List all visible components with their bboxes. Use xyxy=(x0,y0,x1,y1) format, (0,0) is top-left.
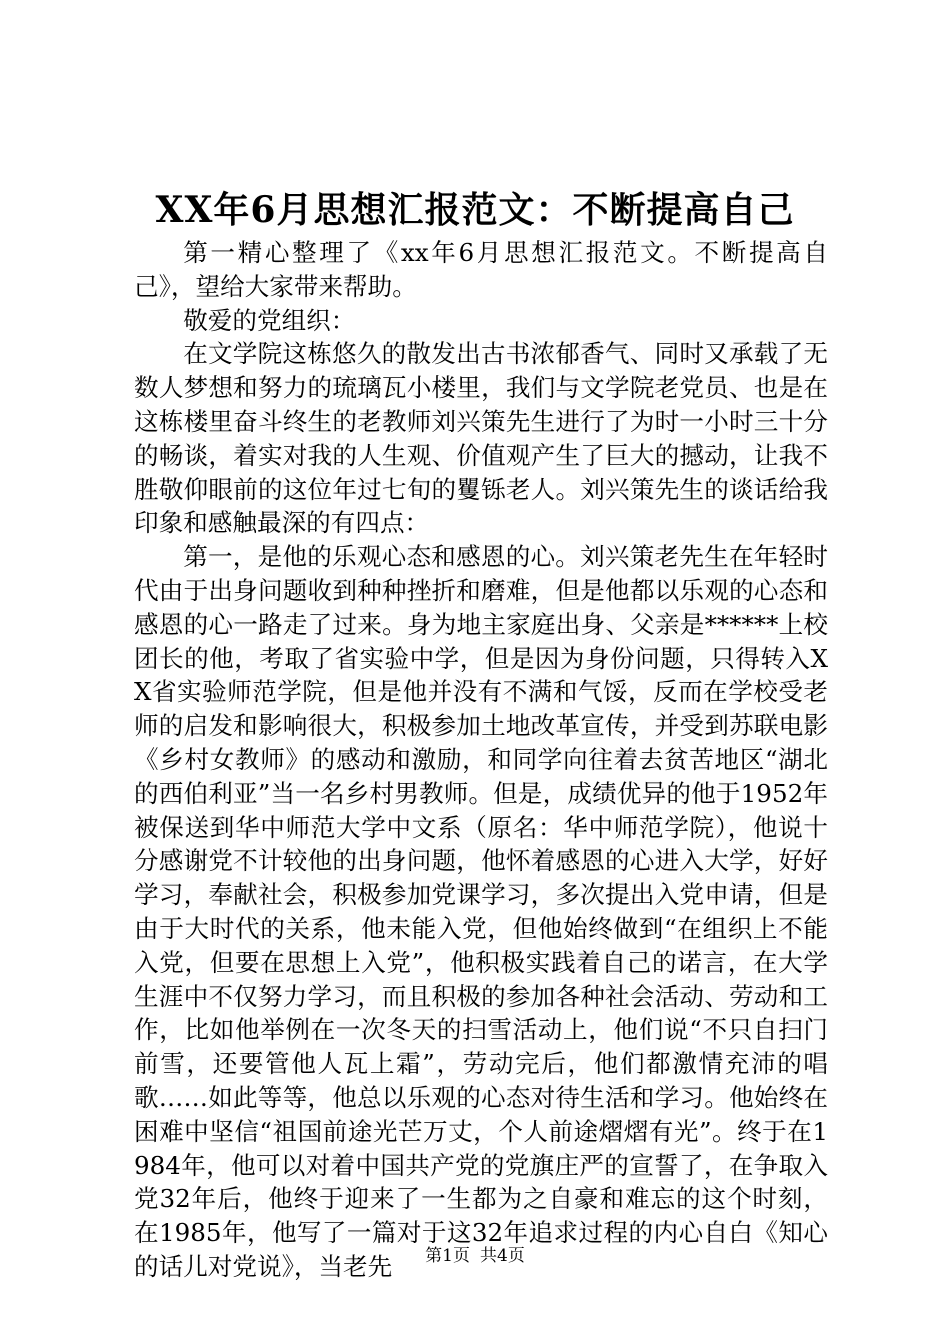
document-title: XX年6月思想汇报范文：不断提高自己 xyxy=(155,189,795,231)
page-footer xyxy=(0,1244,950,1268)
document-body xyxy=(134,236,828,1284)
intro-paragraph: 第一精心整理了《xx年6月思想汇报范文。不断提高自己》，望给大家带来帮助。 xyxy=(134,238,828,301)
page-total: 共4页 xyxy=(480,1246,525,1266)
body-paragraph: 在文学院这栋悠久的散发出古书浓郁香气、同时又承载了无数人梦想和努力的琉璃瓦小楼里，我们与文学院老党员、也是在这栋楼里奋斗终生的老教师刘兴策先生进行了为时一小时三十分的畅谈，着实对我的人生观、价值观产生了巨大的撼动，让我不胜敬仰眼前的这位年过七旬的矍铄老人。刘兴策先生的谈话给我印象和感触最深的有四点： xyxy=(134,339,828,538)
salutation: 敬爱的党组织： xyxy=(183,305,356,335)
page-number: 第1页 xyxy=(425,1246,470,1266)
body-paragraph: 第一，是他的乐观心态和感恩的心。刘兴策老先生在年轻时代由于出身问题收到种种挫折和磨难，但是他都以乐观的心态和感恩的心一路走了过来。身为地主家庭出身、父亲是******上校团长的他，考取了省实验中学，但是因为身份问题，只得转入XX省实验师范学院，但是他并没有不满和气馁，反而在学校受老师的启发和影响很大，积极参加土地改革宣传，并受到苏联电影《乡村女教师》的感动和激励，和同学向往着去贫苦地区“湖北的西伯利亚”当一名乡村男教师。但是，成绩优异的他于1952年被保送到华中师范大学中文系（原名：华中师范学院），他说十分感谢党不计较他的出身问题，他怀着感恩的心进入大学，好好学习，奉献社会，积极参加党课学习，多次提出入党申请，但是由于大时代的关系，他未能入党，但他始终做到“在组织上不能入党，但要在思想上入党”，他积极实践着自己的诺言，在大学生涯中不仅努力学习，而且积极的参加各种社会活动、劳动和工作，比如他举例在一次冬天的扫雪活动上，他们说“不只自扫门前雪，还要管他人瓦上霜”，劳动完后，他们都激情充沛的唱歌……如此等等，他总以乐观的心态对待生活和学习。他始终在困难中坚信“祖国前途光芒万丈，个人前途熠熠有光”。终于在1984年，他可以对着中国共产党的党旗庄严的宣誓了，在争取入党32年后，他终于迎来了一生都为之自豪和难忘的这个时刻，在1985年，他写了一篇对于这32年追求过程的内心自白《知心的话儿对党说》，当老先 xyxy=(134,542,828,1281)
